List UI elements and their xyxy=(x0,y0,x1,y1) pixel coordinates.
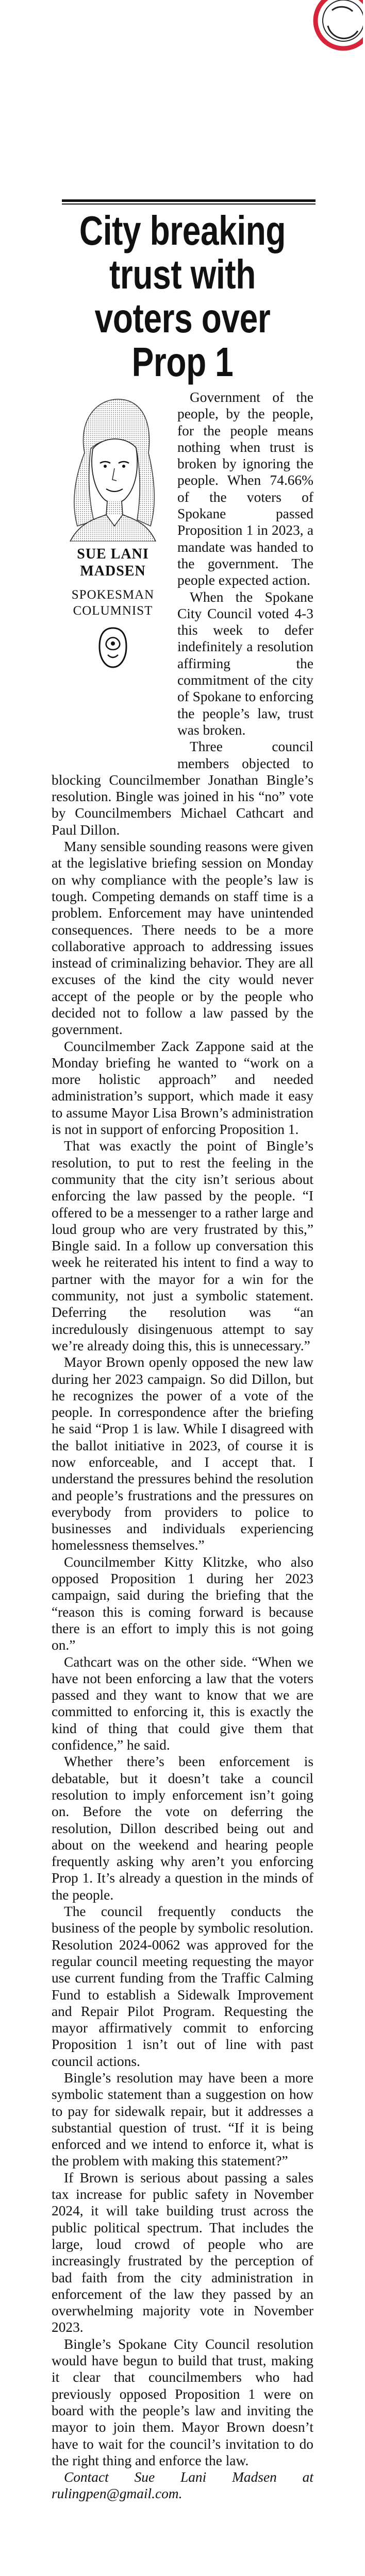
column-seal-icon xyxy=(97,626,128,669)
paragraph: Three council members objected to blocking Councilmember Jonathan Bingle’s resolution. Bingle was joined in his “no” vote by Councilmembers Michael Cathcart and Paul Dillon. xyxy=(52,739,313,838)
paragraph: Councilmember Zack Zappone said at the Monday briefing he wanted to “work on a more holistic approach” and needed administration’s support, which made it easy to assume Mayor Lisa Brown’s administration is not in support of enforcing Proposition 1. xyxy=(52,1038,313,1138)
paragraph: Bingle’s Spokane City Council resolution would have begun to build that trust, making it clear that councilmembers who had previously opposed Proposition 1 were on board with the people’s law and inviting the mayor to join them. Mayor Brown doesn’t have to wait for the council’s invitation to do the right thing and enforce the law. xyxy=(52,2336,313,2468)
paragraph: Mayor Brown openly opposed the new law during her 2023 campaign. So did Dillon, but he recognizes the power of a vote of the people. In correspondence after the briefing he said “Prop 1 is law. While I disagreed with the ballot initiative in 2023, of course it is now enforceable, and I accept that. I understand the pressures behind the resolution and people’s frustrations and the pressures on everybody from providers to police to businesses and individuals experiencing homelessness themselves.” xyxy=(52,1354,313,1553)
paragraph: Cathcart was on the other side. “When we have not been enforcing a law that the voters passed and they want to know that we are committed to enforcing it, this is exactly the kind of thing that could give them that confidence,” he said. xyxy=(52,1654,313,1753)
byline-box xyxy=(52,389,174,765)
author-portrait xyxy=(59,391,167,541)
author-role: SPOKESMAN COLUMNIST xyxy=(71,588,155,618)
paragraph: Councilmember Kitty Klitzke, who also opposed Proposition 1 during her 2023 campaign, said during the briefing that the “reason this is coming forward is because there is an effort to imply this is not going on.” xyxy=(52,1554,313,1653)
paragraph: That was exactly the point of Bingle’s resolution, to put to rest the feeling in the community that the city isn’t serious about enforcing the law passed by the people. “I offered to be a messenger to a rather large and loud group who are very frustrated by this,” Bingle said. In a follow up conversation this week he reiterated his intent to find a way to partner with the mayor for a win for the community, not just a symbolic statement. Deferring the resolution was “an incredulously disingenuous attempt to say we’re already doing this, this is unnecessary.” xyxy=(52,1138,313,1353)
paragraph: If Brown is serious about passing a sales tax increase for public safety in November 2024, it will take building trust across the public political spectrum. That includes the large, loud crowd of people who are increasingly frustrated by the perception of bad faith from the city administration in enforcement of the law they passed by an overwhelming majority vote in November 2023. xyxy=(52,2170,313,2335)
article-body xyxy=(52,389,313,2502)
header-rule-thin xyxy=(62,204,316,205)
paragraph: The council frequently conducts the business of the people by symbolic resolution. Resolution 2024-0062 was approved for the regular council meeting requesting the mayor use current funding from the Traffic Calming Fund to establish a Sidewalk Improvement and Repair Pilot Program. Requesting the mayor affirmatively commit to enforcing Proposition 1 isn’t out of line with past council actions. xyxy=(52,1904,313,2069)
paragraph: Many sensible sounding reasons were given at the legislative briefing session on Monday on why compliance with the people’s law is tough. Competing demands on staff time is a problem. Enforcement may have unintended consequences. There needs to be a more collaborative approach to addressing issues instead of criminalizing behavior. They are all excuses of the kind the city would never accept of the people or by the people who decided not to follow a law passed by the government. xyxy=(52,839,313,1038)
paragraph: Bingle’s resolution may have been a more symbolic statement than a suggestion on how to pay for sidewalk repair, but it addresses a substantial question of trust. “If it is being enforced and we intend to enforce it, what is the problem with making this statement?” xyxy=(52,2070,313,2169)
contact-line: Contact Sue Lani Madsen at rulingpen@gmail.com. xyxy=(52,2469,313,2502)
paragraph: Whether there’s been enforcement is debatable, but it doesn’t take a council resolution to imply enforcement isn’t going on. Before the vote on deferring the resolution, Dillon described being out and about on the weekend and hearing people frequently asking why aren’t you enforcing Prop 1. It’s already a question in the minds of the people. xyxy=(52,1754,313,1903)
author-name: SUE LANI MADSEN xyxy=(77,546,149,579)
paragraph: Government of the people, by the people, for the people means nothing when trust is broken by ignoring the people. When 74.66% of the voters of Spokane passed Proposition 1 in 2023, a mandate was handed to the government. The people expected action. xyxy=(177,389,313,588)
paragraph: When the Spokane City Council voted 4-3 this week to defer indefinitely a resolution affirming the commitment of the city of Spokane to enforcing the people’s law, trust was broken. xyxy=(177,589,313,738)
circular-logo-icon xyxy=(296,0,363,67)
header-rule-thick xyxy=(62,199,316,202)
headline: City breaking trust with voters over Prop 1 xyxy=(79,208,286,385)
